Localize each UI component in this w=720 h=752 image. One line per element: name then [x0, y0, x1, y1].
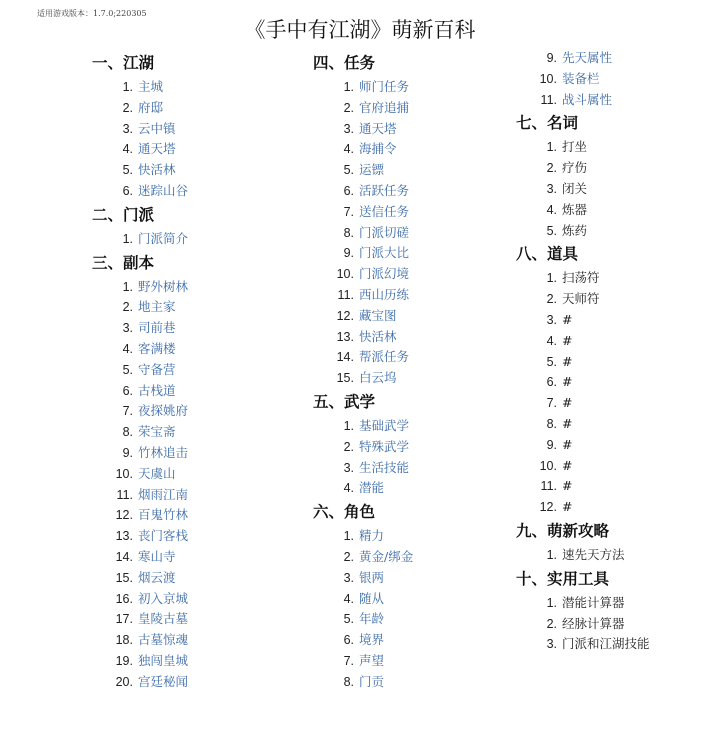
- toc-label: 炼药: [562, 222, 588, 238]
- toc-link[interactable]: 官府追捕: [359, 99, 410, 115]
- toc-item: [516, 614, 716, 635]
- toc-label: #: [562, 499, 573, 515]
- item-number: 1.: [343, 80, 354, 94]
- item-number: 7.: [546, 396, 557, 411]
- item-number: 2.: [343, 100, 354, 115]
- item-number: 12.: [115, 508, 133, 523]
- item-number: 5.: [122, 163, 133, 178]
- toc-link[interactable]: 海捕令: [359, 141, 397, 157]
- item-number: 11.: [540, 479, 557, 494]
- toc-link[interactable]: 帮派任务: [359, 349, 410, 365]
- toc-label: 门派和江湖技能: [562, 636, 650, 652]
- toc-item[interactable]: [313, 243, 513, 264]
- toc-link[interactable]: 天虞山: [138, 465, 176, 481]
- item-number: 4.: [343, 142, 354, 157]
- toc-section: [313, 391, 513, 499]
- item-number: 18.: [115, 633, 133, 648]
- item-number: 8.: [343, 225, 354, 240]
- toc-item[interactable]: [313, 77, 513, 98]
- item-number: 14.: [115, 549, 133, 564]
- item-number: 1.: [122, 231, 133, 246]
- toc-item[interactable]: [92, 160, 292, 181]
- item-number: 8.: [122, 425, 133, 440]
- toc-item[interactable]: [313, 202, 513, 223]
- item-number: 10.: [115, 466, 133, 481]
- toc-item[interactable]: [92, 181, 292, 202]
- toc-link[interactable]: 门派切磋: [359, 224, 410, 240]
- toc-link[interactable]: 府邸: [138, 99, 164, 115]
- toc-link[interactable]: 门贡: [359, 673, 385, 689]
- toc-link[interactable]: 古墓惊魂: [138, 632, 189, 648]
- toc-item[interactable]: [92, 229, 292, 250]
- toc-item[interactable]: [92, 277, 292, 298]
- toc-link[interactable]: 荣宝斋: [138, 424, 176, 440]
- toc-item[interactable]: [92, 651, 292, 672]
- toc-link[interactable]: 随从: [359, 590, 385, 606]
- toc-item[interactable]: [92, 609, 292, 630]
- toc-item[interactable]: [92, 526, 292, 547]
- section-heading: 三、副本: [92, 253, 155, 272]
- toc-item[interactable]: [313, 568, 513, 589]
- toc-item[interactable]: [92, 139, 292, 160]
- item-number: 8.: [343, 674, 354, 689]
- toc-link[interactable]: 年龄: [359, 611, 385, 627]
- section-heading: 二、门派: [92, 205, 155, 224]
- toc-item[interactable]: [313, 119, 513, 140]
- toc-item[interactable]: [92, 77, 292, 98]
- item-number: 3.: [343, 460, 354, 475]
- toc-item[interactable]: [313, 347, 513, 368]
- section-heading: 六、角色: [313, 503, 376, 522]
- toc-label: #: [562, 415, 573, 431]
- toc-link[interactable]: 守备营: [138, 361, 176, 377]
- column-2: [313, 50, 513, 693]
- toc-link[interactable]: 通天塔: [359, 120, 397, 136]
- toc-item: [516, 221, 716, 242]
- item-number: 13.: [115, 529, 133, 544]
- toc-link[interactable]: 特殊武学: [359, 438, 410, 454]
- item-number: 1.: [122, 80, 133, 94]
- toc-link[interactable]: 装备栏: [562, 70, 600, 86]
- toc-link[interactable]: 寒山寺: [138, 548, 176, 564]
- toc-item[interactable]: [313, 139, 513, 160]
- toc-item[interactable]: [313, 526, 513, 547]
- item-number: 15.: [336, 371, 354, 386]
- toc-link[interactable]: 夜探姚府: [138, 403, 189, 419]
- item-number: 1.: [546, 595, 557, 610]
- item-number: 2.: [343, 549, 354, 564]
- toc-link[interactable]: 师门任务: [359, 79, 410, 94]
- toc-item: [516, 476, 716, 497]
- toc-section: [92, 204, 292, 250]
- toc-item[interactable]: [92, 443, 292, 464]
- toc-item: [516, 435, 716, 456]
- section-heading: 四、任务: [313, 54, 376, 72]
- item-number: 3.: [343, 570, 354, 585]
- toc-label: 闭关: [562, 180, 588, 196]
- toc-item[interactable]: [92, 672, 292, 693]
- toc-item[interactable]: [516, 48, 716, 69]
- toc-link[interactable]: 先天属性: [562, 50, 613, 65]
- toc-item[interactable]: [313, 478, 513, 499]
- toc-item[interactable]: [92, 568, 292, 589]
- toc-item[interactable]: [313, 589, 513, 610]
- toc-link[interactable]: 烟雨江南: [138, 486, 189, 502]
- item-number: 3.: [122, 321, 133, 336]
- item-number: 11.: [540, 92, 557, 107]
- toc-link[interactable]: 银两: [359, 569, 385, 585]
- toc-section: [313, 52, 513, 389]
- toc-link[interactable]: 运镖: [359, 162, 385, 178]
- toc-label: 经脉计算器: [562, 615, 625, 631]
- toc-item[interactable]: [313, 630, 513, 651]
- toc-item[interactable]: [313, 458, 513, 479]
- toc-label: 速先天方法: [562, 546, 625, 562]
- toc-item[interactable]: [92, 630, 292, 651]
- item-number: 3.: [122, 121, 133, 136]
- item-number: 1.: [343, 529, 354, 544]
- item-number: 7.: [122, 404, 133, 419]
- toc-item[interactable]: [313, 181, 513, 202]
- toc-item[interactable]: [92, 505, 292, 526]
- item-number: 2.: [546, 292, 557, 307]
- item-number: 2.: [122, 100, 133, 115]
- toc-item[interactable]: [313, 672, 513, 693]
- toc-item: [516, 497, 716, 518]
- item-number: 1.: [546, 547, 557, 562]
- toc-item: [516, 289, 716, 310]
- item-number: 2.: [343, 439, 354, 454]
- toc-item[interactable]: [313, 651, 513, 672]
- item-number: 4.: [122, 142, 133, 157]
- toc-item[interactable]: [516, 90, 716, 111]
- toc-label: 天师符: [562, 291, 600, 307]
- toc-link[interactable]: 客满楼: [138, 340, 176, 356]
- toc-link[interactable]: 黄金/绑金: [359, 548, 414, 564]
- toc-link[interactable]: 门派大比: [359, 245, 410, 261]
- item-number: 12.: [336, 308, 354, 323]
- toc-item: [516, 414, 716, 435]
- toc-link[interactable]: 战斗属性: [562, 91, 613, 107]
- toc-item[interactable]: [92, 422, 292, 443]
- toc-link[interactable]: 独闯皇城: [138, 652, 189, 668]
- toc-link[interactable]: 门派简介: [138, 230, 189, 246]
- toc-link[interactable]: 生活技能: [359, 459, 410, 475]
- toc-label: #: [562, 436, 573, 452]
- item-number: 2.: [122, 300, 133, 315]
- toc-link[interactable]: 通天塔: [138, 141, 176, 157]
- item-number: 1.: [546, 271, 557, 286]
- toc-link[interactable]: 云中镇: [138, 120, 176, 136]
- toc-item: [516, 352, 716, 373]
- toc-link[interactable]: 境界: [359, 632, 385, 648]
- toc-item[interactable]: [313, 306, 513, 327]
- toc-label: #: [562, 478, 573, 494]
- item-number: 2.: [546, 161, 557, 176]
- toc-link[interactable]: 丧门客栈: [138, 528, 189, 544]
- toc-item: [516, 137, 716, 158]
- toc-label: #: [562, 353, 573, 369]
- toc-item[interactable]: [92, 464, 292, 485]
- toc-label: 潜能计算器: [562, 594, 625, 610]
- toc-link[interactable]: 快活林: [138, 162, 176, 178]
- item-number: 4.: [546, 333, 557, 348]
- section-heading: 七、名词: [516, 114, 579, 133]
- toc-item[interactable]: [313, 223, 513, 244]
- item-number: 10.: [539, 71, 557, 86]
- toc-item[interactable]: [92, 547, 292, 568]
- toc-item: [516, 331, 716, 352]
- section-heading: 八、道具: [516, 245, 579, 264]
- item-number: 4.: [122, 341, 133, 356]
- toc-label: #: [562, 395, 573, 411]
- toc-item: [516, 179, 716, 200]
- item-number: 5.: [546, 354, 557, 369]
- item-number: 16.: [115, 591, 133, 606]
- toc-section: [92, 52, 292, 202]
- toc-link[interactable]: 门派幻境: [359, 266, 410, 282]
- item-number: 4.: [343, 481, 354, 496]
- item-number: 5.: [343, 612, 354, 627]
- toc-link[interactable]: 竹林追击: [138, 444, 189, 460]
- toc-item[interactable]: [313, 98, 513, 119]
- column-1: [92, 50, 292, 693]
- item-number: 10.: [539, 458, 557, 473]
- toc-link[interactable]: 宫廷秘闻: [138, 673, 189, 689]
- toc-link[interactable]: 西山历练: [359, 286, 410, 302]
- toc-item[interactable]: [313, 264, 513, 285]
- toc-link[interactable]: 精力: [359, 528, 385, 544]
- item-number: 6.: [122, 383, 133, 398]
- toc-link[interactable]: 初入京城: [138, 590, 189, 606]
- item-number: 4.: [343, 591, 354, 606]
- toc-item[interactable]: [313, 416, 513, 437]
- page-title: 《手中有江湖》萌新百科: [244, 18, 476, 42]
- item-number: 7.: [343, 204, 354, 219]
- item-number: 10.: [336, 267, 354, 282]
- toc-section: [92, 252, 292, 693]
- toc-item: [516, 456, 716, 477]
- toc-link[interactable]: 百鬼竹林: [138, 507, 189, 523]
- toc-section: [516, 112, 716, 241]
- toc-label: #: [562, 311, 573, 327]
- toc-link[interactable]: 快活林: [359, 328, 397, 344]
- item-number: 2.: [546, 616, 557, 631]
- item-number: 19.: [115, 653, 133, 668]
- toc-label: #: [562, 374, 573, 390]
- section-heading: 五、武学: [313, 392, 376, 411]
- toc-item[interactable]: [92, 339, 292, 360]
- toc-link[interactable]: 主城: [138, 79, 164, 94]
- toc-item[interactable]: [92, 98, 292, 119]
- toc-item[interactable]: [92, 360, 292, 381]
- toc-item[interactable]: [313, 609, 513, 630]
- toc-link[interactable]: 声望: [359, 652, 385, 668]
- item-number: 5.: [343, 163, 354, 178]
- version-note: 适用游戏版本：1.7.0;220305: [37, 9, 147, 18]
- item-number: 6.: [343, 183, 354, 198]
- item-number: 6.: [343, 633, 354, 648]
- item-number: 1.: [122, 279, 133, 294]
- toc-item[interactable]: [92, 381, 292, 402]
- toc-item[interactable]: [313, 160, 513, 181]
- item-number: 9.: [122, 445, 133, 460]
- toc-item[interactable]: [516, 69, 716, 90]
- toc-item: [516, 545, 716, 566]
- item-number: 6.: [546, 375, 557, 390]
- toc-section: [516, 520, 716, 566]
- toc-item: [516, 634, 716, 655]
- toc-link[interactable]: 潜能: [359, 480, 385, 496]
- item-number: 3.: [546, 181, 557, 196]
- section-heading: 九、萌新攻略: [516, 521, 610, 540]
- item-number: 6.: [122, 183, 133, 198]
- item-number: 13.: [336, 329, 354, 344]
- item-number: 1.: [343, 418, 354, 433]
- item-number: 5.: [546, 223, 557, 238]
- item-number: 14.: [336, 350, 354, 365]
- toc-section: [313, 501, 513, 692]
- item-number: 7.: [343, 653, 354, 668]
- toc-section: [516, 48, 716, 110]
- toc-item: [516, 310, 716, 331]
- item-number: 3.: [343, 121, 354, 136]
- toc-link[interactable]: 古栈道: [138, 382, 176, 398]
- toc-item[interactable]: [313, 437, 513, 458]
- toc-section: [516, 243, 716, 518]
- toc-item[interactable]: [92, 119, 292, 140]
- toc-item[interactable]: [92, 589, 292, 610]
- item-number: 3.: [546, 637, 557, 652]
- item-number: 17.: [115, 612, 133, 627]
- column-3: [516, 48, 716, 655]
- toc-item[interactable]: [92, 297, 292, 318]
- toc-item[interactable]: [92, 401, 292, 422]
- toc-item: [516, 200, 716, 221]
- item-number: 3.: [546, 312, 557, 327]
- toc-item[interactable]: [92, 485, 292, 506]
- item-number: 11.: [337, 287, 354, 302]
- toc-label: 扫荡符: [562, 270, 600, 286]
- toc-link[interactable]: 烟云渡: [138, 569, 176, 585]
- toc-link[interactable]: 基础武学: [359, 417, 410, 433]
- toc-item: [516, 393, 716, 414]
- toc-section: [516, 568, 716, 655]
- toc-link[interactable]: 地主家: [138, 299, 176, 315]
- item-number: 9.: [343, 246, 354, 261]
- toc-link[interactable]: 皇陵古墓: [138, 611, 189, 627]
- toc-link[interactable]: 迷踪山谷: [138, 182, 189, 198]
- item-number: 5.: [122, 362, 133, 377]
- toc-link[interactable]: 送信任务: [359, 203, 410, 219]
- item-number: 4.: [546, 202, 557, 217]
- toc-link[interactable]: 司前巷: [138, 320, 176, 336]
- item-number: 15.: [115, 570, 133, 585]
- toc-item: [516, 158, 716, 179]
- toc-link[interactable]: 藏宝图: [359, 307, 397, 323]
- item-number: 1.: [546, 140, 557, 155]
- toc-link[interactable]: 活跃任务: [359, 182, 410, 198]
- section-heading: 一、江湖: [92, 54, 155, 72]
- toc-item[interactable]: [313, 327, 513, 348]
- toc-item[interactable]: [313, 368, 513, 389]
- toc-item: [516, 372, 716, 393]
- item-number: 11.: [116, 487, 133, 502]
- toc-item: [516, 593, 716, 614]
- toc-label: #: [562, 332, 573, 348]
- toc-item[interactable]: [313, 547, 513, 568]
- toc-link[interactable]: 野外树林: [138, 278, 189, 294]
- item-number: 8.: [546, 416, 557, 431]
- toc-link[interactable]: 白云坞: [359, 370, 397, 386]
- toc-item[interactable]: [92, 318, 292, 339]
- item-number: 9.: [546, 51, 557, 65]
- item-number: 9.: [546, 437, 557, 452]
- section-heading: 十、实用工具: [516, 569, 610, 588]
- toc-label: 炼器: [562, 201, 588, 217]
- toc-label: 疗伤: [562, 160, 588, 176]
- toc-item[interactable]: [313, 285, 513, 306]
- item-number: 12.: [539, 500, 557, 515]
- toc-label: #: [562, 457, 573, 473]
- toc-label: 打坐: [562, 139, 588, 155]
- toc-item: [516, 268, 716, 289]
- item-number: 20.: [115, 674, 133, 689]
